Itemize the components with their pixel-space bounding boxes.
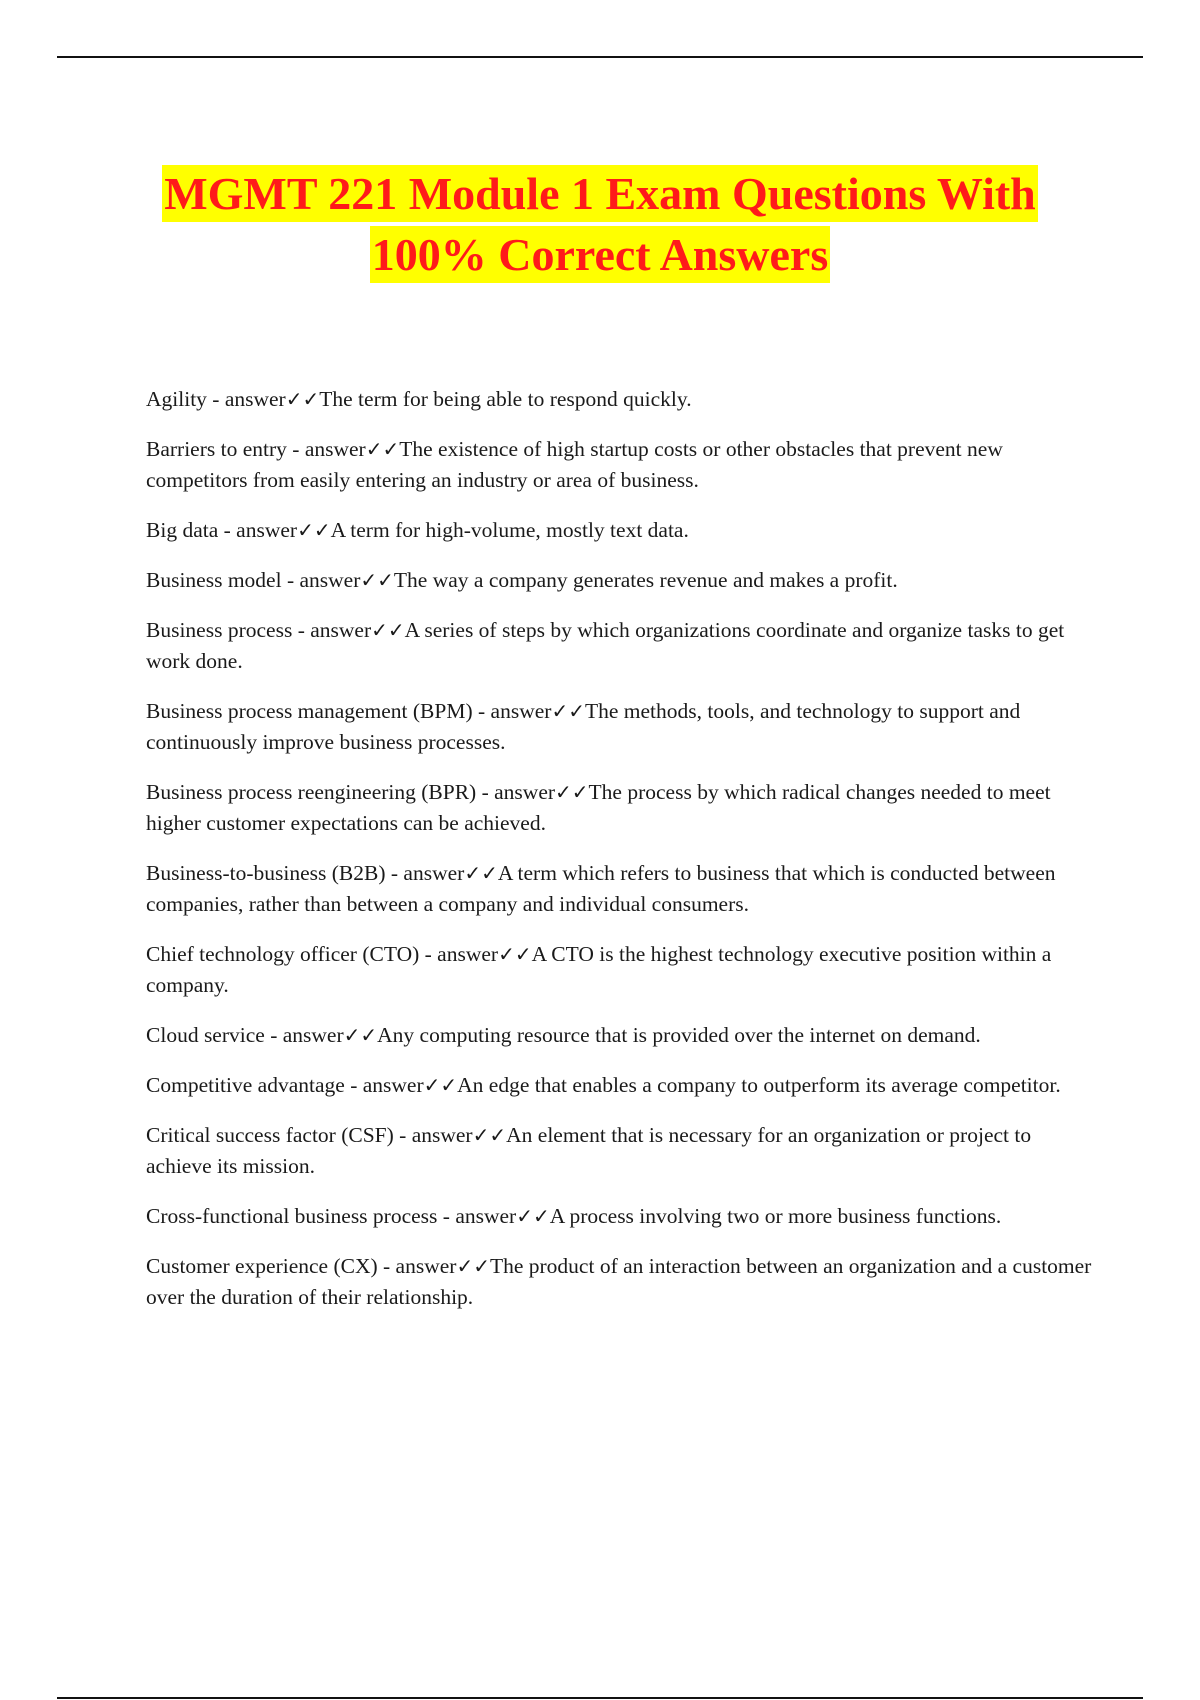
glossary-entry	[146, 434, 1096, 496]
check-mark-icon: ✓✓	[456, 1254, 490, 1278]
answer-label: - answer	[476, 780, 556, 804]
top-rule	[57, 56, 1143, 58]
entry-term: Business process reengineering (BPR)	[146, 780, 477, 804]
answer-label: - answer	[286, 437, 366, 461]
glossary-list	[146, 384, 1096, 1332]
entry-definition: The process by which radical changes needed to meet higher customer expectations can be achieved.	[146, 780, 1051, 835]
glossary-entry	[146, 696, 1096, 758]
entry-definition: The product of an interaction between an organization and a customer over the duration of their relationship.	[146, 1254, 1092, 1309]
entry-definition: A process involving two or more business functions.	[549, 1204, 1002, 1228]
check-mark-icon: ✓✓	[423, 1073, 458, 1097]
glossary-entry	[146, 1251, 1096, 1313]
check-mark-icon: ✓✓	[297, 518, 331, 542]
entry-definition: The way a company generates revenue and makes a profit.	[393, 568, 898, 592]
entry-term: Customer experience (CX)	[146, 1254, 378, 1278]
check-mark-icon: ✓✓	[365, 437, 400, 461]
title-line-2: 100% Correct Answers	[370, 226, 831, 283]
entry-definition: The methods, tools, and technology to support and continuously improve business processes.	[146, 699, 1021, 754]
glossary-entry	[146, 939, 1096, 1001]
entry-term: Agility	[146, 387, 207, 411]
glossary-entry	[146, 1120, 1096, 1182]
glossary-entry	[146, 858, 1096, 920]
answer-label: - answer	[292, 618, 372, 642]
answer-label: - answer	[281, 568, 361, 592]
check-mark-icon: ✓✓	[464, 861, 498, 885]
glossary-entry	[146, 384, 1096, 415]
glossary-entry	[146, 1020, 1096, 1051]
glossary-entry	[146, 777, 1096, 839]
entry-term: Big data	[146, 518, 219, 542]
bottom-rule	[57, 1697, 1143, 1699]
entry-term: Chief technology officer (CTO)	[146, 942, 420, 966]
entry-definition: An element that is necessary for an organization or project to achieve its mission.	[146, 1123, 1032, 1178]
entry-definition: A CTO is the highest technology executive position within a company.	[146, 942, 1052, 997]
glossary-entry	[146, 565, 1096, 596]
entry-term: Business process management (BPM)	[146, 699, 473, 723]
answer-label: - answer	[218, 518, 298, 542]
entry-definition: An edge that enables a company to outperform its average competitor.	[457, 1073, 1061, 1097]
entry-term: Cross-functional business process	[146, 1204, 438, 1228]
entry-term: Business process	[146, 618, 293, 642]
check-mark-icon: ✓✓	[516, 1204, 550, 1228]
entry-term: Business-to-business (B2B)	[146, 861, 386, 885]
check-mark-icon: ✓✓	[285, 387, 320, 411]
glossary-entry	[146, 1201, 1096, 1232]
answer-label: - answer	[377, 1254, 457, 1278]
answer-label: - answer	[385, 861, 465, 885]
glossary-entry	[146, 615, 1096, 677]
title-line-1: MGMT 221 Module 1 Exam Questions With	[162, 165, 1038, 222]
check-mark-icon: ✓✓	[371, 618, 405, 642]
entry-definition: The existence of high startup costs or other obstacles that prevent new competitors from easily entering an industry or area of business.	[146, 437, 1003, 492]
entry-definition: A term which refers to business that which is conducted between companies, rather than between a company and individual consumers.	[146, 861, 1056, 916]
entry-term: Competitive advantage	[146, 1073, 345, 1097]
check-mark-icon: ✓✓	[360, 568, 394, 592]
glossary-entry	[146, 1070, 1096, 1101]
check-mark-icon: ✓✓	[551, 699, 585, 723]
entry-definition: Any computing resource that is provided over the internet on demand.	[377, 1023, 981, 1047]
entry-term: Barriers to entry	[146, 437, 287, 461]
answer-label: - answer	[264, 1023, 344, 1047]
answer-label: - answer	[472, 699, 552, 723]
entry-term: Cloud service	[146, 1023, 265, 1047]
entry-term: Business model	[146, 568, 282, 592]
check-mark-icon: ✓✓	[498, 942, 532, 966]
answer-label: - answer	[344, 1073, 424, 1097]
check-mark-icon: ✓✓	[472, 1123, 507, 1147]
check-mark-icon: ✓✓	[555, 780, 589, 804]
entry-definition: The term for being able to respond quickly.	[319, 387, 692, 411]
glossary-entry	[146, 515, 1096, 546]
document-title	[0, 165, 1200, 283]
entry-definition: A term for high-volume, mostly text data.	[330, 518, 689, 542]
check-mark-icon: ✓✓	[343, 1023, 378, 1047]
answer-label: - answer	[206, 387, 286, 411]
answer-label: - answer	[437, 1204, 517, 1228]
entry-definition: A series of steps by which organizations coordinate and organize tasks to get work done.	[146, 618, 1065, 673]
entry-term: Critical success factor (CSF)	[146, 1123, 394, 1147]
answer-label: - answer	[393, 1123, 473, 1147]
answer-label: - answer	[419, 942, 499, 966]
